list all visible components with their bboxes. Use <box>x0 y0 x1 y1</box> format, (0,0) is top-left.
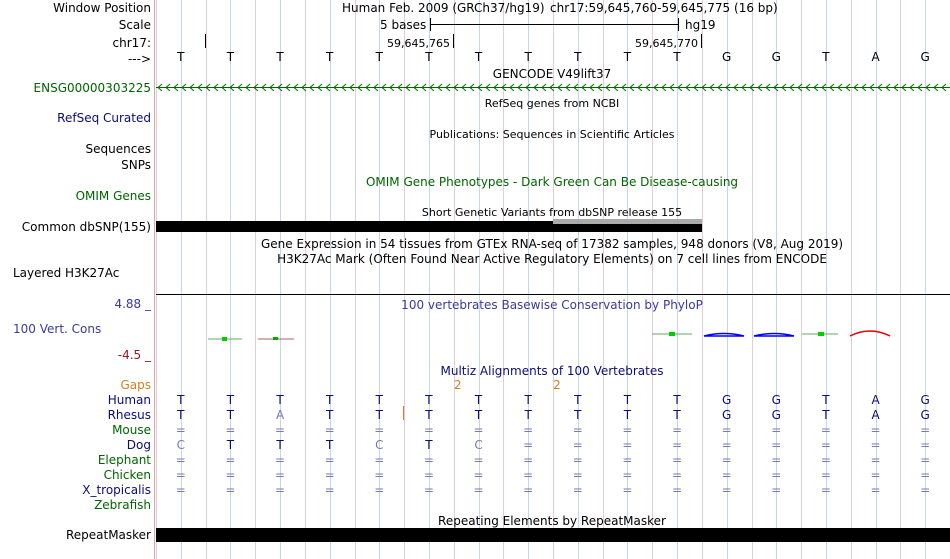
alignment-base: = <box>225 468 236 482</box>
phylop-signal <box>156 325 950 345</box>
alignment-base: = <box>225 423 236 437</box>
alignment-base: = <box>870 423 881 437</box>
alignment-base: = <box>870 453 881 467</box>
ref-base: T <box>822 50 830 64</box>
scale-assembly-text: hg19 <box>685 18 716 32</box>
alignment-base: = <box>622 468 633 482</box>
position-text: chr17:59,645,760-59,645,775 (16 bp) <box>550 1 778 15</box>
alignment-base: = <box>721 438 732 452</box>
alignment-base: T <box>623 408 632 422</box>
alignment-base: T <box>474 393 483 407</box>
alignment-base: = <box>324 423 335 437</box>
dbsnp-track-title: Short Genetic Variants from dbSNP release 155 <box>421 206 683 219</box>
alignment-base: = <box>275 423 286 437</box>
alignment-base: T <box>226 393 235 407</box>
phylop-max-label: 4.88 _ <box>114 297 151 311</box>
alignment-base: G <box>920 408 930 422</box>
alignment-base: = <box>820 438 831 452</box>
alignment-base: = <box>870 468 881 482</box>
ref-base: T <box>276 50 284 64</box>
alignment-base: = <box>672 483 683 497</box>
alignment-base: = <box>622 423 633 437</box>
alignment-base: = <box>175 453 186 467</box>
pubs-track-title: Publications: Sequences in Scientific Articles <box>429 128 675 141</box>
ref-base: G <box>722 50 732 64</box>
alignment-base: = <box>721 453 732 467</box>
window-position-label: Window Position <box>53 1 151 15</box>
alignment-base: T <box>425 438 433 452</box>
track-label-snps[interactable]: SNPs <box>121 158 151 172</box>
alignment-base: = <box>275 468 286 482</box>
ref-base: A <box>871 50 880 64</box>
omim-track-title: OMIM Gene Phenotypes - Dark Green Can Be Disease-causing <box>365 175 739 189</box>
alignment-base: T <box>673 408 681 422</box>
ref-base: T <box>574 50 582 64</box>
gencode-intron-arrows <box>156 82 950 93</box>
alignment-base: T <box>425 393 433 407</box>
alignment-base: = <box>523 468 534 482</box>
alignment-base: C <box>474 438 483 452</box>
alignment-base: T <box>474 408 483 422</box>
coord-label-2: 59,645,770 <box>635 37 698 50</box>
alignment-base: = <box>374 468 385 482</box>
alignment-base: = <box>374 423 385 437</box>
alignment-base: = <box>324 453 335 467</box>
alignment-base: = <box>523 483 534 497</box>
gaps-label: Gaps <box>120 378 151 392</box>
scale-bar-right-tick <box>678 18 679 31</box>
scale-bar <box>430 24 678 25</box>
alignment-base: = <box>771 423 782 437</box>
track-label-gencode[interactable]: ENSG00000303225 <box>33 81 151 95</box>
alignment-base: = <box>771 438 782 452</box>
track-label-sequences[interactable]: Sequences <box>85 142 151 156</box>
coord-tick-1 <box>453 34 454 48</box>
alignment-base: T <box>326 408 334 422</box>
alignment-base: = <box>523 423 534 437</box>
alignment-base: = <box>473 423 484 437</box>
ref-base: T <box>524 50 532 64</box>
alignment-base: T <box>375 408 383 422</box>
coord-tick-0 <box>205 34 206 48</box>
gencode-track-title: GENCODE V49lift37 <box>492 67 612 81</box>
alignment-base: = <box>920 423 931 437</box>
alignment-base: T <box>524 408 532 422</box>
alignment-base: = <box>622 453 633 467</box>
alignment-base: = <box>870 438 881 452</box>
alignment-base: T <box>226 408 235 422</box>
track-labels-sidebar <box>0 0 155 559</box>
scale-label: Scale <box>118 18 151 32</box>
gap-count: 2 <box>553 378 561 392</box>
alignment-base: = <box>771 468 782 482</box>
gencode-gene-feature[interactable] <box>156 82 950 93</box>
alignment-base: G <box>920 393 930 407</box>
alignment-base: = <box>771 483 782 497</box>
alignment-base: = <box>275 483 286 497</box>
alignment-base: = <box>572 483 583 497</box>
chrom-label: chr17: <box>112 36 151 50</box>
alignment-base: T <box>425 408 433 422</box>
species-label[interactable]: Zebrafish <box>94 498 151 512</box>
alignment-base: C <box>375 438 384 452</box>
alignment-base: = <box>572 438 583 452</box>
alignment-base: T <box>177 393 185 407</box>
track-label-repeatmasker[interactable]: RepeatMasker <box>65 528 151 542</box>
assembly-text: Human Feb. 2009 (GRCh37/hg19) <box>342 1 545 15</box>
alignment-base: = <box>423 468 434 482</box>
alignment-base: T <box>177 408 185 422</box>
alignment-base: T <box>375 393 383 407</box>
alignment-base: T <box>276 393 284 407</box>
ref-base: T <box>326 50 334 64</box>
h3k27ac-baseline <box>156 294 950 295</box>
coord-label-1: 59,645,765 <box>387 37 450 50</box>
alignment-base: = <box>473 483 484 497</box>
repeatmasker-track-title: Repeating Elements by RepeatMasker <box>438 514 666 528</box>
ref-base: G <box>771 50 781 64</box>
ref-base: T <box>623 50 632 64</box>
alignment-base: = <box>622 483 633 497</box>
species-label[interactable]: X_tropicalis <box>82 483 151 497</box>
h3k27ac-track-title: H3K27Ac Mark (Often Found Near Active Regulatory Elements) on 7 cell lines from ENCODE <box>277 252 827 266</box>
alignment-base: = <box>820 483 831 497</box>
coord-tick-2 <box>701 34 702 48</box>
alignment-base: = <box>473 468 484 482</box>
alignment-base: = <box>423 483 434 497</box>
alignment-base: = <box>672 438 683 452</box>
alignment-base: G <box>722 393 732 407</box>
refseq-track-title: RefSeq genes from NCBI <box>484 97 620 110</box>
alignment-base: = <box>920 483 931 497</box>
species-label[interactable]: Rhesus <box>107 408 151 422</box>
phylop-track-title: 100 vertebrates Basewise Conservation by PhyloP <box>401 298 703 312</box>
alignment-base: T <box>673 393 681 407</box>
gtex-track-title: Gene Expression in 54 tissues from GTEx RNA-seq of 17382 samples, 948 donors (V8, Aug 2019) <box>260 237 844 251</box>
alignment-base: = <box>374 483 385 497</box>
alignment-base: = <box>523 438 534 452</box>
alignment-base: = <box>672 453 683 467</box>
ref-base: T <box>177 50 185 64</box>
alignment-base: T <box>623 393 632 407</box>
species-label[interactable]: Elephant <box>97 453 151 467</box>
alignment-base: = <box>275 453 286 467</box>
track-label-h3k27ac[interactable]: Layered H3K27Ac <box>13 266 120 280</box>
alignment-base: = <box>225 483 236 497</box>
alignment-base: = <box>721 423 732 437</box>
alignment-base: = <box>423 423 434 437</box>
alignment-base: = <box>920 453 931 467</box>
alignment-base: = <box>175 468 186 482</box>
alignment-base: = <box>374 453 385 467</box>
alignment-base: T <box>822 393 830 407</box>
rhesus-insertion-marker <box>403 406 404 420</box>
strand-label: ---> <box>127 52 151 66</box>
species-label[interactable]: Chicken <box>103 468 151 482</box>
ref-base: T <box>375 50 383 64</box>
alignment-base: = <box>572 423 583 437</box>
alignment-base: = <box>820 468 831 482</box>
alignment-base: = <box>721 468 732 482</box>
alignment-base: T <box>326 393 334 407</box>
multiz-track-title: Multiz Alignments of 100 Vertebrates <box>440 364 664 378</box>
alignment-base: = <box>920 468 931 482</box>
scale-bases-text: 5 bases <box>380 18 427 32</box>
alignment-base: = <box>572 453 583 467</box>
alignment-base: = <box>473 453 484 467</box>
alignment-base: = <box>572 468 583 482</box>
alignment-base: A <box>871 408 880 422</box>
ref-base: G <box>920 50 930 64</box>
alignment-base: A <box>275 408 285 422</box>
alignment-base: T <box>326 438 334 452</box>
alignment-base: = <box>622 438 633 452</box>
track-label-dbsnp[interactable]: Common dbSNP(155) <box>21 220 151 234</box>
alignment-base: T <box>574 408 582 422</box>
alignment-base: = <box>820 453 831 467</box>
alignment-base: A <box>871 393 880 407</box>
alignment-base: T <box>822 408 830 422</box>
species-label[interactable]: Dog <box>126 438 151 452</box>
repeatmasker-element[interactable] <box>156 528 950 542</box>
ref-base: T <box>425 50 433 64</box>
alignment-base: = <box>771 453 782 467</box>
species-label[interactable]: Mouse <box>112 423 151 437</box>
track-label-refseq[interactable]: RefSeq Curated <box>57 111 151 125</box>
phylop-min-label: -4.5 _ <box>117 348 151 362</box>
gap-count: 2 <box>453 378 462 392</box>
alignment-base: = <box>324 483 335 497</box>
alignment-base: = <box>820 423 831 437</box>
ref-base: T <box>673 50 681 64</box>
alignment-base: = <box>672 423 683 437</box>
track-label-phylop[interactable]: 100 Vert. Cons <box>13 322 102 336</box>
species-label[interactable]: Human <box>107 393 151 407</box>
alignment-base: = <box>721 483 732 497</box>
alignment-base: = <box>920 438 931 452</box>
track-label-omim[interactable]: OMIM Genes <box>75 189 151 203</box>
alignment-base: = <box>324 468 335 482</box>
alignment-base: = <box>175 423 186 437</box>
alignment-base: = <box>225 453 236 467</box>
alignment-base: T <box>226 438 235 452</box>
alignment-base: = <box>175 483 186 497</box>
alignment-base: = <box>523 453 534 467</box>
alignment-base: = <box>672 468 683 482</box>
ref-base: T <box>226 50 235 64</box>
alignment-base: G <box>771 393 781 407</box>
alignment-base: T <box>276 438 284 452</box>
ref-base: T <box>474 50 483 64</box>
alignment-base: G <box>771 408 781 422</box>
alignment-base: = <box>870 483 881 497</box>
alignment-base: C <box>176 438 185 452</box>
alignment-base: T <box>574 393 582 407</box>
dbsnp-variant-highlight <box>553 219 702 224</box>
alignment-base: = <box>423 453 434 467</box>
alignment-base: G <box>722 408 732 422</box>
alignment-base: T <box>524 393 532 407</box>
